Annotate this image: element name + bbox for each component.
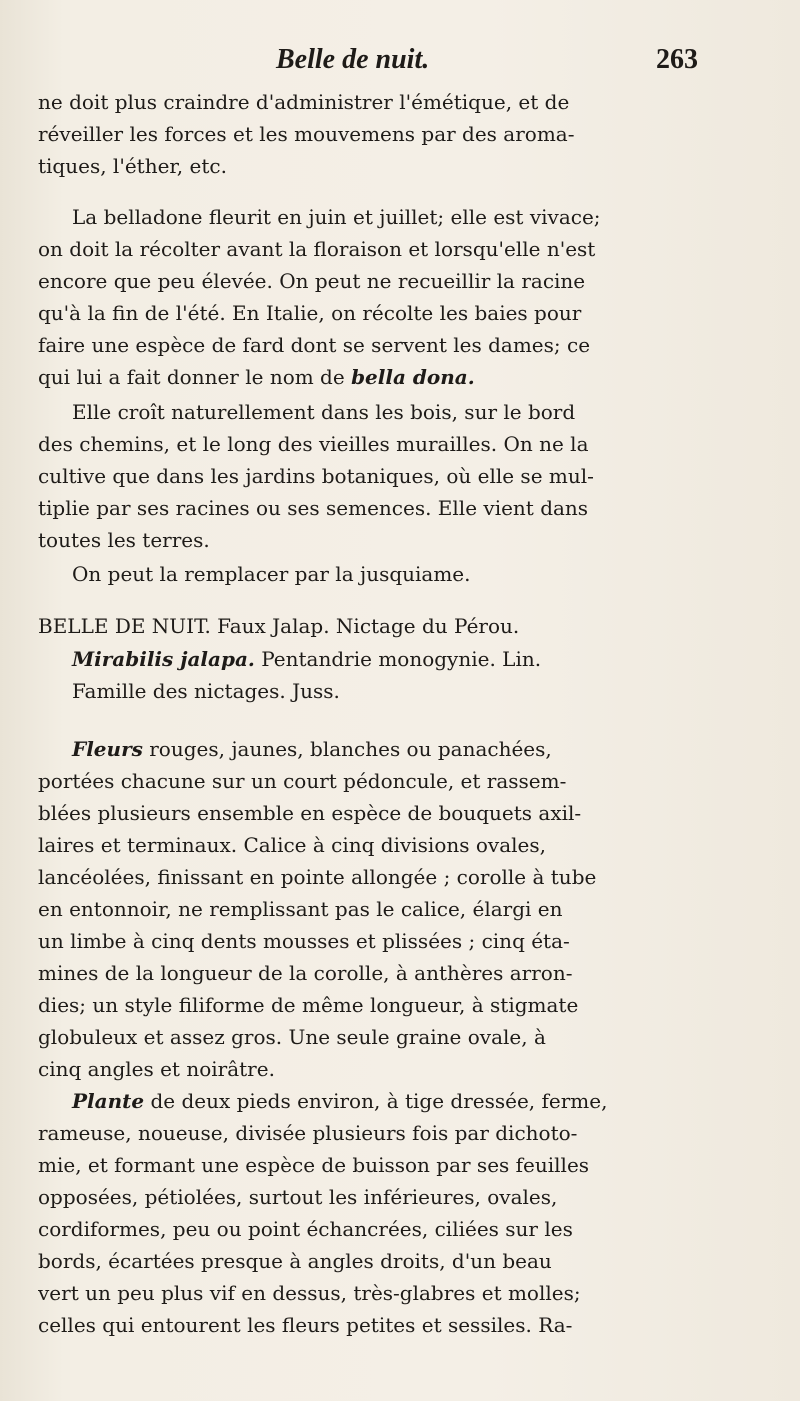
text-line: ne doit plus craindre d'administrer l'émétique, et de: [38, 90, 570, 114]
text-line: La belladone fleurit en juin et juillet; elle est vivace;: [72, 205, 601, 229]
text-line: encore que peu élevée. On peut ne recueillir la racine: [38, 269, 586, 293]
text-line: On peut la remplacer par la jusquiame.: [72, 562, 471, 586]
text-line: celles qui entourent les fleurs petites et sessiles. Ra-: [38, 1313, 573, 1337]
text-line: cinq angles et noirâtre.: [38, 1057, 275, 1081]
italic-term: bella dona.: [351, 365, 475, 389]
running-title: Belle de nuit.: [276, 44, 430, 75]
entry-heading: BELLE DE NUIT. Faux Jalap. Nictage du Pérou.: [38, 614, 520, 638]
text-line: toutes les terres.: [38, 528, 210, 552]
text-line: laires et terminaux. Calice à cinq divisions ovales,: [38, 833, 546, 857]
page-number: 263: [656, 44, 698, 75]
text-line: mie, et formant une espèce de buisson par ses feuilles: [38, 1153, 590, 1177]
text-line: Famille des nictages. Juss.: [72, 679, 340, 703]
text-line: réveiller les forces et les mouvemens par des aroma-: [38, 122, 575, 146]
text-line: on doit la récolter avant la floraison et lorsqu'elle n'est: [38, 237, 596, 261]
text-line: portées chacune sur un court pédoncule, et rassem-: [38, 769, 567, 793]
text-line: lancéolées, finissant en pointe allongée ; corolle à tube: [38, 865, 597, 889]
italic-term: Fleurs: [72, 737, 143, 761]
text-line: vert un peu plus vif en dessus, très-glabres et molles;: [38, 1281, 581, 1305]
text-line: mines de la longueur de la corolle, à anthères arron-: [38, 961, 573, 985]
italic-term: Plante: [72, 1089, 145, 1113]
text-line: des chemins, et le long des vieilles murailles. On ne la: [38, 432, 589, 456]
italic-term: Mirabilis jalapa.: [72, 647, 255, 671]
text-line: dies; un style filiforme de même longueur, à stigmate: [38, 993, 579, 1017]
text-line: bords, écartées presque à angles droits, d'un beau: [38, 1249, 552, 1273]
text-line: Elle croît naturellement dans les bois, sur le bord: [72, 400, 576, 424]
text-line: rameuse, noueuse, divisée plusieurs fois par dichoto-: [38, 1121, 578, 1145]
text-line: globuleux et assez gros. Une seule graine ovale, à: [38, 1025, 546, 1049]
text-line: Mirabilis jalapa. Pentandrie monogynie. Lin.: [72, 647, 542, 671]
text-line: cordiformes, peu ou point échancrées, ciliées sur les: [38, 1217, 573, 1241]
text-line: tiques, l'éther, etc.: [38, 154, 227, 178]
text-line: opposées, pétiolées, surtout les inférieures, ovales,: [38, 1185, 558, 1209]
text-line: en entonnoir, ne remplissant pas le calice, élargi en: [38, 897, 563, 921]
page-header: [0, 44, 800, 84]
text-line: qui lui a fait donner le nom de bella dona.: [38, 365, 475, 389]
text-line: qu'à la fin de l'été. En Italie, on récolte les baies pour: [38, 301, 582, 325]
text-line: cultive que dans les jardins botaniques, où elle se mul-: [38, 464, 594, 488]
text-line: faire une espèce de fard dont se servent les dames; ce: [38, 333, 591, 357]
text-line: Fleurs rouges, jaunes, blanches ou panachées,: [72, 737, 552, 761]
text-line: un limbe à cinq dents mousses et plissées ; cinq éta-: [38, 929, 570, 953]
text-line: Plante de deux pieds environ, à tige dressée, ferme,: [72, 1089, 608, 1113]
text-line: blées plusieurs ensemble en espèce de bouquets axil-: [38, 801, 582, 825]
text-line: tiplie par ses racines ou ses semences. Elle vient dans: [38, 496, 589, 520]
